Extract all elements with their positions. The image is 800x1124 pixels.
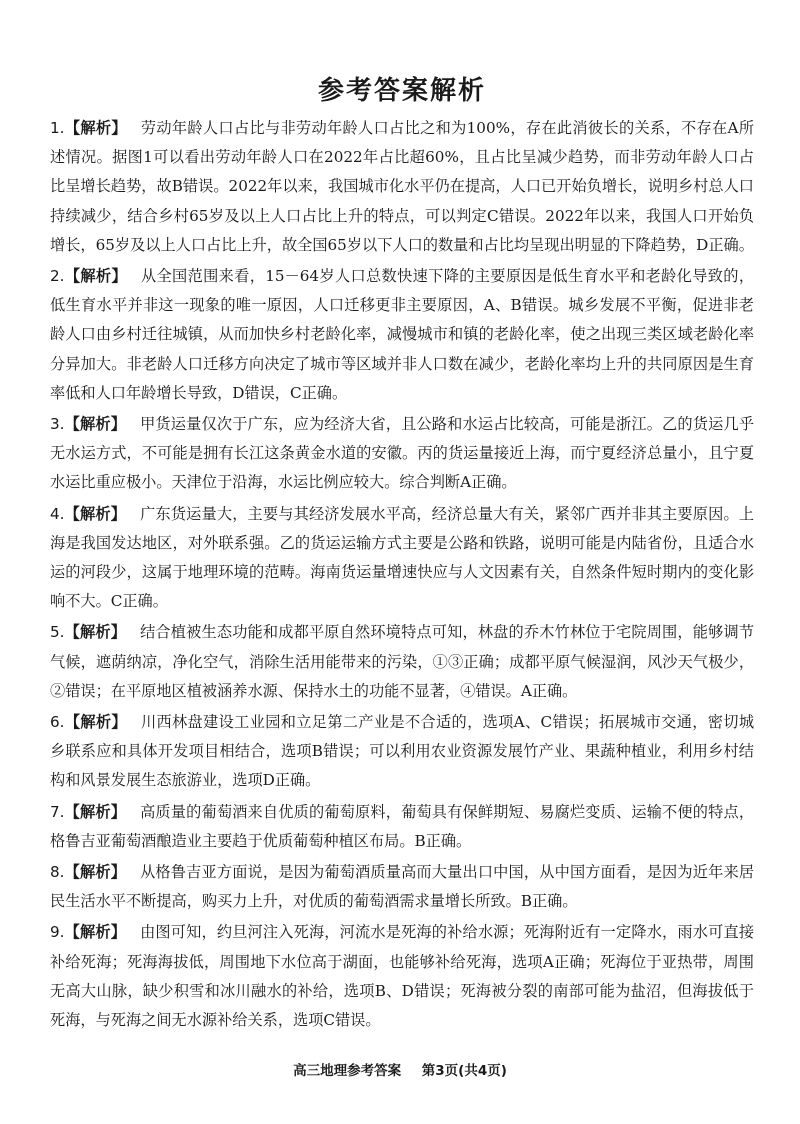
answer-item: [50, 262, 754, 408]
answer-text: 由图可知，约旦河注入死海，河流水是死海的补给水源；死海附近有一定降水，雨水可直接补给死海；死海海拔低，周围地下水位高于湖面，也能够补给死海，选项A正确；死海位于亚热带，周围无高大山脉，缺少积雪和冰川融水的补给，选项B、D错误；死海被分裂的南部可能为盐沼，但海拔低于死海，与死海之间无水源补给关系，选项C错误。: [50, 923, 755, 1030]
answer-list: [50, 114, 754, 1035]
answer-text: 从格鲁吉亚方面说，是因为葡萄酒质量高而大量出口中国，从中国方面看，是因为近年来居民生活水平不断提高，购买力上升，对优质的葡萄酒需求量增长所致。B正确。: [50, 863, 755, 911]
page-title: 参考答案解析: [317, 76, 486, 106]
analysis-tag: 【解析】: [64, 504, 127, 523]
answer-text: 劳动年龄人口占比与非劳动年龄人口占比之和为100%，存在此消彼长的关系，不存在A所述情况。据图1可以看出劳动年龄人口在2022年占比超60%，且占比呈减少趋势，而非劳动年龄人口占比呈增长趋势，故B错误。2022年以来，我国城市化水平仍在提高，人口已开始负增长，说明乡村总人口持续减少，结合乡村65岁及以上人口占比上升的特点，可以判定C错误。2022年以来，我国人口开始负增长，65岁及以上人口占比上升，故全国65岁以下人口的数量和占比均呈现出明显的下降趋势，D正确。: [50, 119, 755, 254]
answer-number: 8.: [50, 863, 65, 882]
answer-item: [50, 858, 754, 916]
answer-text: 甲货运量仅次于广东，应为经济大省，且公路和水运占比较高，可能是浙江。乙的货运几乎无水运方式，不可能是拥有长江这条黄金水道的安徽。丙的货运量接近上海，而宁夏经济总量小，且宁夏水运比重应极小。天津位于沿海，水运比例应较大。综合判断A正确。: [50, 415, 755, 492]
answer-text: 结合植被生态功能和成都平原自然环境特点可知，林盘的乔木竹林位于宅院周围，能够调节气候，遮荫纳凉，净化空气，消除生活用能带来的污染，①③正确；成都平原气候湿润，风沙天气极少，②错误；在平原地区植被涵养水源、保持水土的功能不显著，④错误。A正确。: [50, 623, 755, 700]
answer-item: [50, 500, 754, 617]
answer-item: [50, 798, 754, 856]
answer-text: 川西林盘建设工业园和立足第二产业是不合适的，选项A、C错误；拓展城市交通，密切城乡联系应和具体开发项目相结合，选项B错误；可以利用农业资源发展竹产业、果蔬种植业，利用乡村结构和风景发展生态旅游业，选项D正确。: [50, 713, 755, 790]
answer-number: 6.: [50, 713, 65, 732]
analysis-tag: 【解析】: [64, 923, 127, 942]
answer-number: 1.: [50, 119, 65, 137]
page-footer: [0, 1061, 800, 1081]
footer-page-number: 第3页(共4页): [421, 1063, 507, 1079]
analysis-tag: 【解析】: [64, 415, 127, 434]
answer-item: [50, 918, 754, 1035]
answer-text: 广东货运量大，主要与其经济发展水平高，经济总量大有关，紧邻广西并非其主要原因。上海是我国发达地区，对外联系强。乙的货运运输方式主要是公路和铁路，说明可能是内陆省份，且适合水运的河段少，这属于地理环境的范畴。海南货运量增速快应与人文因素有关，自然条件短时期内的变化影响不大。C正确。: [50, 504, 755, 611]
answer-number: 7.: [50, 802, 65, 821]
answer-item: [50, 618, 754, 706]
analysis-tag: 【解析】: [64, 119, 127, 137]
answer-text: 从全国范围来看，15－64岁人口总数快速下降的主要原因是低生育水平和老龄化导致的，低生育水平并非这一现象的唯一原因，人口迁移更非主要原因，A、B错误。城乡发展不平衡，促进非老龄人口由乡村迁往城镇，从而加快乡村老龄化率，减慢城市和镇的老龄化率，使之出现三类区域老龄化率分异加大。非老龄人口迁移方向决定了城市等区域并非人口数在减少，老龄化率均上升的共同原因是生育率低和人口年龄增长导致，D错误，C正确。: [50, 267, 755, 402]
analysis-tag: 【解析】: [64, 802, 127, 821]
analysis-tag: 【解析】: [64, 713, 127, 732]
answer-number: 9.: [50, 923, 65, 942]
answer-item: [50, 410, 754, 498]
answer-number: 3.: [50, 415, 65, 434]
answer-number: 2.: [50, 267, 65, 286]
answer-text: 高质量的葡萄酒来自优质的葡萄原料，葡萄具有保鲜期短、易腐烂变质、运输不便的特点，格鲁吉亚葡萄酒酿造业主要趋于优质葡萄种植区布局。B正确。: [50, 802, 755, 850]
analysis-tag: 【解析】: [64, 863, 127, 882]
answer-number: 5.: [50, 623, 65, 642]
answer-item: [50, 708, 754, 796]
answer-item: [50, 114, 754, 260]
answer-number: 4.: [50, 504, 65, 523]
analysis-tag: 【解析】: [64, 623, 127, 642]
analysis-tag: 【解析】: [64, 267, 127, 286]
footer-label: 高三地理参考答案: [293, 1063, 402, 1079]
